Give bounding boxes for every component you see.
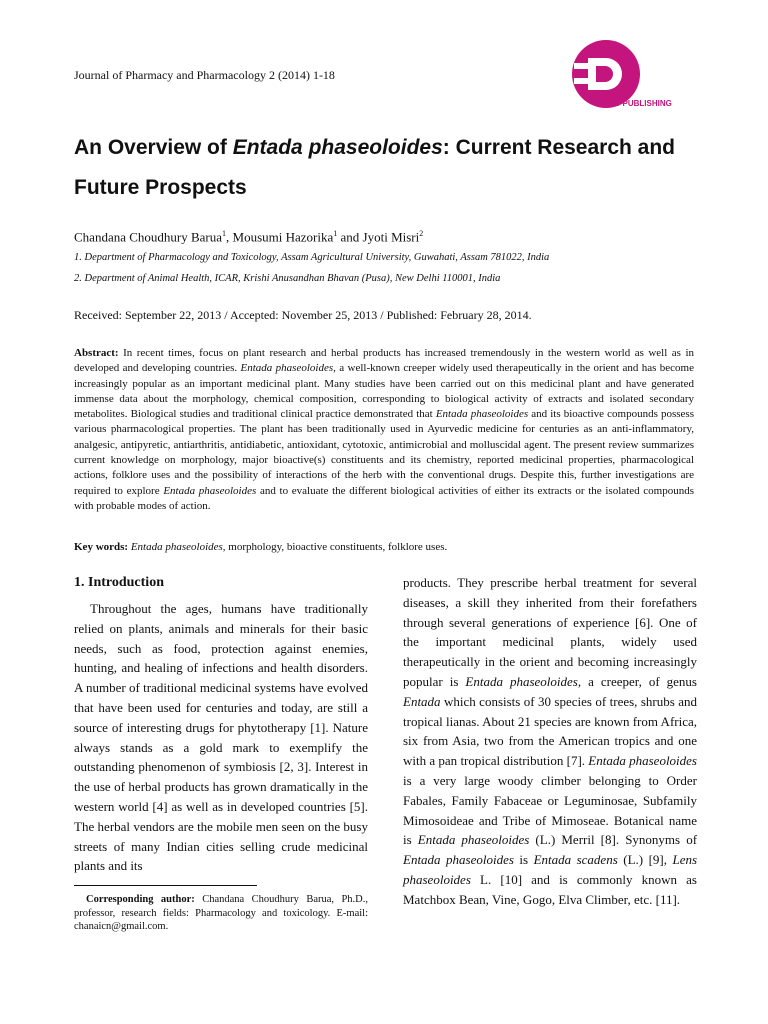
article-title: An Overview of Entada phaseoloides: Current Research and Future Prospects: [74, 136, 676, 199]
author-name: Jyoti Misri: [362, 229, 420, 245]
keywords: Key words: Entada phaseoloides, morphology, bioactive constituents, folklore uses.: [74, 541, 448, 553]
svg-text:DAVID PUBLISHING: DAVID PUBLISHING: [596, 99, 672, 108]
journal-citation: Journal of Pharmacy and Pharmacology 2 (2014) 1-18: [74, 68, 335, 82]
author-name: Mousumi Hazorika: [232, 229, 334, 245]
footnote-divider: [74, 885, 257, 886]
author-name: Chandana Choudhury Barua: [74, 229, 223, 245]
david-publishing-logo: [566, 36, 706, 116]
affiliation-2: 2. Department of Animal Health, ICAR, Krishi Anusandhan Bhavan (Pusa), New Delhi 110001, India: [74, 273, 501, 284]
left-column: [74, 573, 368, 876]
right-column: [403, 573, 697, 910]
abstract: Abstract: In recent times, focus on plant research and herbal products has increased tremendously in the western world as well as in developed and developing countries. Entada phaseoloides, a well-known creeper widely used therapeutically in the orient and has become increasingly popular as an important medicinal plant. Many studies have been carried out on this medicinal plant and have generated immense data about the morphology, chemical composition, corresponding to biological activity of extracts and isolated secondary metabolites. Biological studies and traditional clinical practice demonstrated that Entada phaseoloides and its bioactive compounds possess various pharmacological properties. The plant has been traditionally used in Ayurvedic medicine for centuries as an anti-inflammatory, analgesic, antipyretic, antiarthritis, antidiabetic, antioxidant, cytotoxic, antimicrobial and molluscidal agent. The present review summarizes current knowledge on morphology, major bioactive(s) constituents and its chemistry, reported medicinal properties, pharmacological actions, folklore uses and the possibility of interactions of the herb with the conventional drugs. Despite this, further investigations are required to explore Entada phaseoloides and to evaluate the different biological activities of either its extracts or the isolated compounds with probable modes of action.: [74, 347, 695, 512]
author-list: Chandana Choudhury Barua$^1$, Mousumi Hazorika$^1$ and Jyoti Misri$^2$: [74, 229, 424, 245]
corresponding-author-footnote: Corresponding author: Chandana Choudhury Barua, Ph.D., professor, research fields: Pharmacology and toxicology. E-mail: chanaicn@gmail.com.: [74, 894, 368, 932]
intro-paragraph: Throughout the ages, humans have traditionally relied on plants, animals and minerals for their basic needs, such as food, protection against enemies, hunting, and healing of infections and health disorders. A number of traditional medicinal systems have evolved that have been used for centuries and today, are still a source of interesting drugs for phytotherapy [1]. Nature always stands as a gold mark to exemplify the outstanding phenomenon of symbiosis [2, 3]. Interest in the use of herbal products has grown dramatically in the western world [4] as well as in developed countries [5]. The herbal vendors are the mobile men seen on the busy streets of many Indian cities selling crude medicinal plants and its: [74, 601, 368, 874]
intro-paragraph-continued: products. They prescribe herbal treatment for several diseases, a skill they inherited from their forefathers through several generations of experience [6]. One of the important medicinal plants, widely used therapeutically in the orient and becoming increasingly popular is Entada phaseoloides, a creeper, of genus Entada which consists of 30 species of trees, shrubs and tropical lianas. About 21 species are known from Africa, six from Asia, two from the American tropics and one with a pan tropical distribution [7]. Entada phaseoloides is a very large woody climber belonging to Order Fabales, Family Fabaceae or Leguminosae, Subfamily Mimosoideae and Tribe of Mimoseae. Botanical name is Entada phaseoloides (L.) Merril [8]. Synonyms of Entada phaseoloides is Entada scadens (L.) [9], Lens phaseoloides L. [10] and is commonly known as Matchbox Bean, Vine, Gogo, Elva Climber, etc. [11].: [403, 575, 698, 907]
section-heading: 1. Introduction: [74, 575, 164, 590]
publication-dates: Received: September 22, 2013 / Accepted: November 25, 2013 / Published: February 28, 2014.: [74, 308, 532, 322]
affiliation-1: 1. Department of Pharmacology and Toxicology, Assam Agricultural University, Guwahati, Assam 781022, India: [74, 252, 550, 263]
